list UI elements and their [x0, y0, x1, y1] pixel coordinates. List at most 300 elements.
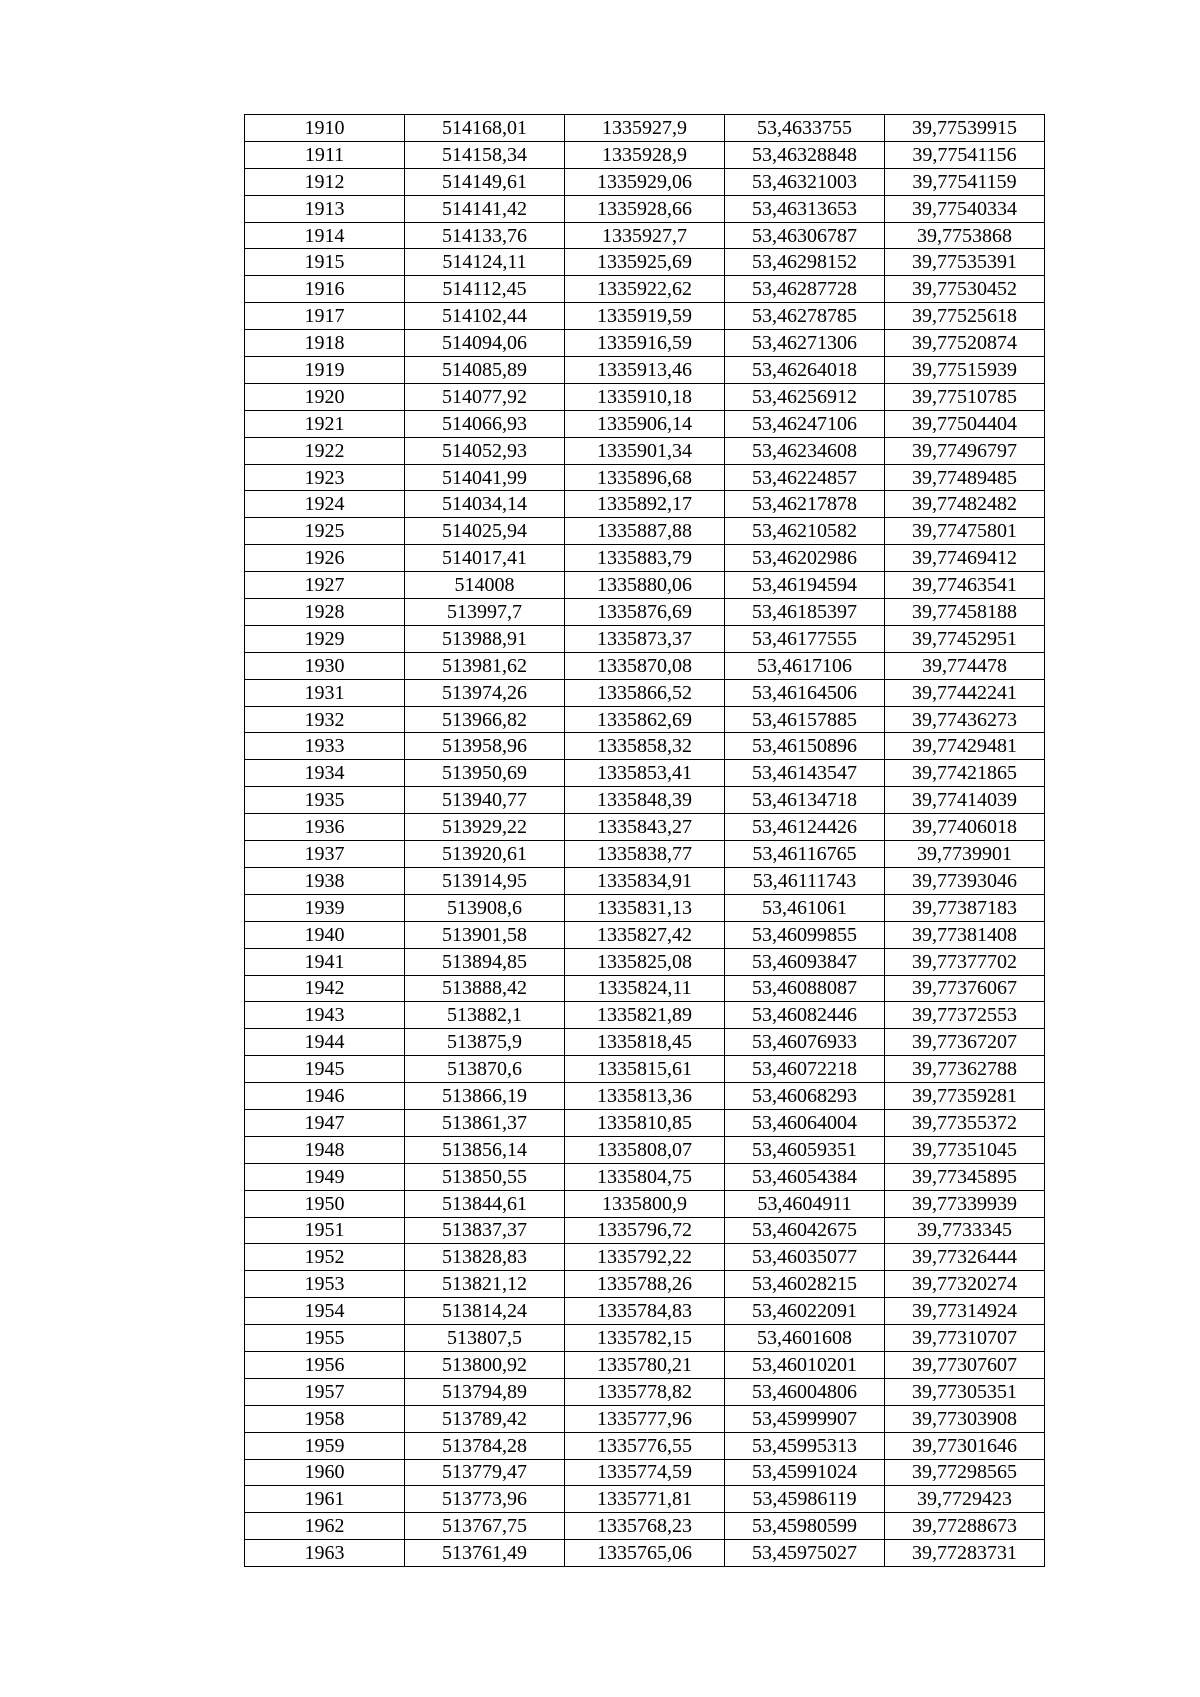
- x-coordinate-cell: 513856,14: [405, 1136, 565, 1163]
- y-coordinate-cell: 1335821,89: [565, 1002, 725, 1029]
- latitude-cell: 53,46134718: [725, 787, 885, 814]
- table-row: [245, 357, 1045, 384]
- y-coordinate-cell: 1335916,59: [565, 330, 725, 357]
- table-row: [245, 599, 1045, 626]
- y-coordinate-cell: 1335896,68: [565, 464, 725, 491]
- table-row: [245, 1217, 1045, 1244]
- x-coordinate-cell: 513929,22: [405, 814, 565, 841]
- y-coordinate-cell: 1335866,52: [565, 679, 725, 706]
- x-coordinate-cell: 513866,19: [405, 1083, 565, 1110]
- y-coordinate-cell: 1335818,45: [565, 1029, 725, 1056]
- table-row: [245, 1056, 1045, 1083]
- longitude-cell: 39,77339939: [885, 1190, 1045, 1217]
- y-coordinate-cell: 1335796,72: [565, 1217, 725, 1244]
- latitude-cell: 53,46028215: [725, 1271, 885, 1298]
- longitude-cell: 39,77496797: [885, 437, 1045, 464]
- y-coordinate-cell: 1335848,39: [565, 787, 725, 814]
- y-coordinate-cell: 1335913,46: [565, 357, 725, 384]
- longitude-cell: 39,77421865: [885, 760, 1045, 787]
- point-number-cell: 1921: [245, 410, 405, 437]
- point-number-cell: 1957: [245, 1378, 405, 1405]
- longitude-cell: 39,77469412: [885, 545, 1045, 572]
- longitude-cell: 39,77326444: [885, 1244, 1045, 1271]
- y-coordinate-cell: 1335876,69: [565, 599, 725, 626]
- y-coordinate-cell: 1335827,42: [565, 921, 725, 948]
- point-number-cell: 1926: [245, 545, 405, 572]
- latitude-cell: 53,46068293: [725, 1083, 885, 1110]
- table-row: [245, 195, 1045, 222]
- point-number-cell: 1951: [245, 1217, 405, 1244]
- x-coordinate-cell: 513870,6: [405, 1056, 565, 1083]
- x-coordinate-cell: 514112,45: [405, 276, 565, 303]
- y-coordinate-cell: 1335834,91: [565, 867, 725, 894]
- point-number-cell: 1912: [245, 168, 405, 195]
- point-number-cell: 1933: [245, 733, 405, 760]
- point-number-cell: 1932: [245, 706, 405, 733]
- longitude-cell: 39,77314924: [885, 1298, 1045, 1325]
- latitude-cell: 53,46224857: [725, 464, 885, 491]
- table-row: [245, 1540, 1045, 1567]
- x-coordinate-cell: 513958,96: [405, 733, 565, 760]
- x-coordinate-cell: 514066,93: [405, 410, 565, 437]
- x-coordinate-cell: 514008: [405, 572, 565, 599]
- table-row: [245, 410, 1045, 437]
- table-row: [245, 787, 1045, 814]
- x-coordinate-cell: 513767,75: [405, 1513, 565, 1540]
- latitude-cell: 53,4633755: [725, 115, 885, 142]
- longitude-cell: 39,7729423: [885, 1486, 1045, 1513]
- y-coordinate-cell: 1335901,34: [565, 437, 725, 464]
- y-coordinate-cell: 1335929,06: [565, 168, 725, 195]
- x-coordinate-cell: 513814,24: [405, 1298, 565, 1325]
- table-row: [245, 303, 1045, 330]
- table-row: [245, 894, 1045, 921]
- point-number-cell: 1953: [245, 1271, 405, 1298]
- table-row: [245, 1190, 1045, 1217]
- x-coordinate-cell: 513974,26: [405, 679, 565, 706]
- point-number-cell: 1962: [245, 1513, 405, 1540]
- point-number-cell: 1954: [245, 1298, 405, 1325]
- table-row: [245, 921, 1045, 948]
- latitude-cell: 53,46064004: [725, 1109, 885, 1136]
- longitude-cell: 39,7733345: [885, 1217, 1045, 1244]
- y-coordinate-cell: 1335782,15: [565, 1325, 725, 1352]
- longitude-cell: 39,77436273: [885, 706, 1045, 733]
- longitude-cell: 39,77530452: [885, 276, 1045, 303]
- y-coordinate-cell: 1335788,26: [565, 1271, 725, 1298]
- point-number-cell: 1934: [245, 760, 405, 787]
- longitude-cell: 39,774478: [885, 652, 1045, 679]
- point-number-cell: 1911: [245, 141, 405, 168]
- x-coordinate-cell: 513807,5: [405, 1325, 565, 1352]
- x-coordinate-cell: 514017,41: [405, 545, 565, 572]
- table-row: [245, 1136, 1045, 1163]
- table-row: [245, 249, 1045, 276]
- point-number-cell: 1910: [245, 115, 405, 142]
- latitude-cell: 53,46010201: [725, 1351, 885, 1378]
- point-number-cell: 1936: [245, 814, 405, 841]
- y-coordinate-cell: 1335928,66: [565, 195, 725, 222]
- table-row: [245, 222, 1045, 249]
- latitude-cell: 53,46264018: [725, 357, 885, 384]
- latitude-cell: 53,46088087: [725, 975, 885, 1002]
- x-coordinate-cell: 513950,69: [405, 760, 565, 787]
- table-row: [245, 760, 1045, 787]
- table-row: [245, 115, 1045, 142]
- table-row: [245, 1351, 1045, 1378]
- latitude-cell: 53,46256912: [725, 383, 885, 410]
- x-coordinate-cell: 514094,06: [405, 330, 565, 357]
- point-number-cell: 1960: [245, 1459, 405, 1486]
- latitude-cell: 53,46313653: [725, 195, 885, 222]
- point-number-cell: 1919: [245, 357, 405, 384]
- x-coordinate-cell: 513940,77: [405, 787, 565, 814]
- latitude-cell: 53,46035077: [725, 1244, 885, 1271]
- table-row: [245, 652, 1045, 679]
- latitude-cell: 53,46328848: [725, 141, 885, 168]
- y-coordinate-cell: 1335880,06: [565, 572, 725, 599]
- point-number-cell: 1915: [245, 249, 405, 276]
- point-number-cell: 1923: [245, 464, 405, 491]
- x-coordinate-cell: 514158,34: [405, 141, 565, 168]
- y-coordinate-cell: 1335824,11: [565, 975, 725, 1002]
- y-coordinate-cell: 1335825,08: [565, 948, 725, 975]
- table-row: [245, 1325, 1045, 1352]
- longitude-cell: 39,77372553: [885, 1002, 1045, 1029]
- x-coordinate-cell: 513789,42: [405, 1405, 565, 1432]
- table-row: [245, 330, 1045, 357]
- x-coordinate-cell: 513850,55: [405, 1163, 565, 1190]
- point-number-cell: 1927: [245, 572, 405, 599]
- point-number-cell: 1920: [245, 383, 405, 410]
- y-coordinate-cell: 1335858,32: [565, 733, 725, 760]
- latitude-cell: 53,46150896: [725, 733, 885, 760]
- longitude-cell: 39,77429481: [885, 733, 1045, 760]
- x-coordinate-cell: 513837,37: [405, 1217, 565, 1244]
- y-coordinate-cell: 1335922,62: [565, 276, 725, 303]
- x-coordinate-cell: 514041,99: [405, 464, 565, 491]
- point-number-cell: 1963: [245, 1540, 405, 1567]
- table-row: [245, 706, 1045, 733]
- longitude-cell: 39,77442241: [885, 679, 1045, 706]
- longitude-cell: 39,77283731: [885, 1540, 1045, 1567]
- latitude-cell: 53,46177555: [725, 625, 885, 652]
- longitude-cell: 39,77367207: [885, 1029, 1045, 1056]
- latitude-cell: 53,46054384: [725, 1163, 885, 1190]
- latitude-cell: 53,46116765: [725, 841, 885, 868]
- table-row: [245, 518, 1045, 545]
- point-number-cell: 1935: [245, 787, 405, 814]
- point-number-cell: 1925: [245, 518, 405, 545]
- table-row: [245, 545, 1045, 572]
- longitude-cell: 39,77406018: [885, 814, 1045, 841]
- longitude-cell: 39,77463541: [885, 572, 1045, 599]
- longitude-cell: 39,77458188: [885, 599, 1045, 626]
- point-number-cell: 1956: [245, 1351, 405, 1378]
- y-coordinate-cell: 1335883,79: [565, 545, 725, 572]
- x-coordinate-cell: 513997,7: [405, 599, 565, 626]
- x-coordinate-cell: 513888,42: [405, 975, 565, 1002]
- y-coordinate-cell: 1335873,37: [565, 625, 725, 652]
- latitude-cell: 53,4617106: [725, 652, 885, 679]
- latitude-cell: 53,46076933: [725, 1029, 885, 1056]
- latitude-cell: 53,46217878: [725, 491, 885, 518]
- table-row: [245, 1163, 1045, 1190]
- y-coordinate-cell: 1335777,96: [565, 1405, 725, 1432]
- coordinates-table: [244, 114, 1045, 1567]
- point-number-cell: 1941: [245, 948, 405, 975]
- table-row: [245, 975, 1045, 1002]
- x-coordinate-cell: 513861,37: [405, 1109, 565, 1136]
- y-coordinate-cell: 1335804,75: [565, 1163, 725, 1190]
- latitude-cell: 53,45995313: [725, 1432, 885, 1459]
- x-coordinate-cell: 513966,82: [405, 706, 565, 733]
- latitude-cell: 53,46298152: [725, 249, 885, 276]
- latitude-cell: 53,46093847: [725, 948, 885, 975]
- x-coordinate-cell: 514149,61: [405, 168, 565, 195]
- coordinates-table-body: [245, 115, 1045, 1567]
- x-coordinate-cell: 513882,1: [405, 1002, 565, 1029]
- longitude-cell: 39,77301646: [885, 1432, 1045, 1459]
- longitude-cell: 39,77307607: [885, 1351, 1045, 1378]
- latitude-cell: 53,46111743: [725, 867, 885, 894]
- table-row: [245, 141, 1045, 168]
- y-coordinate-cell: 1335919,59: [565, 303, 725, 330]
- x-coordinate-cell: 514124,11: [405, 249, 565, 276]
- y-coordinate-cell: 1335831,13: [565, 894, 725, 921]
- point-number-cell: 1958: [245, 1405, 405, 1432]
- longitude-cell: 39,77489485: [885, 464, 1045, 491]
- latitude-cell: 53,46185397: [725, 599, 885, 626]
- longitude-cell: 39,77414039: [885, 787, 1045, 814]
- latitude-cell: 53,46247106: [725, 410, 885, 437]
- longitude-cell: 39,77393046: [885, 867, 1045, 894]
- point-number-cell: 1940: [245, 921, 405, 948]
- table-row: [245, 276, 1045, 303]
- x-coordinate-cell: 513981,62: [405, 652, 565, 679]
- table-row: [245, 464, 1045, 491]
- y-coordinate-cell: 1335808,07: [565, 1136, 725, 1163]
- y-coordinate-cell: 1335774,59: [565, 1459, 725, 1486]
- table-row: [245, 867, 1045, 894]
- latitude-cell: 53,46082446: [725, 1002, 885, 1029]
- point-number-cell: 1939: [245, 894, 405, 921]
- latitude-cell: 53,46194594: [725, 572, 885, 599]
- point-number-cell: 1943: [245, 1002, 405, 1029]
- longitude-cell: 39,77510785: [885, 383, 1045, 410]
- table-row: [245, 1271, 1045, 1298]
- longitude-cell: 39,77535391: [885, 249, 1045, 276]
- latitude-cell: 53,46004806: [725, 1378, 885, 1405]
- table-row: [245, 491, 1045, 518]
- point-number-cell: 1917: [245, 303, 405, 330]
- x-coordinate-cell: 514102,44: [405, 303, 565, 330]
- y-coordinate-cell: 1335784,83: [565, 1298, 725, 1325]
- point-number-cell: 1949: [245, 1163, 405, 1190]
- latitude-cell: 53,46059351: [725, 1136, 885, 1163]
- latitude-cell: 53,46099855: [725, 921, 885, 948]
- y-coordinate-cell: 1335780,21: [565, 1351, 725, 1378]
- y-coordinate-cell: 1335800,9: [565, 1190, 725, 1217]
- table-row: [245, 168, 1045, 195]
- point-number-cell: 1937: [245, 841, 405, 868]
- point-number-cell: 1961: [245, 1486, 405, 1513]
- table-row: [245, 437, 1045, 464]
- latitude-cell: 53,45986119: [725, 1486, 885, 1513]
- x-coordinate-cell: 513821,12: [405, 1271, 565, 1298]
- x-coordinate-cell: 513844,61: [405, 1190, 565, 1217]
- y-coordinate-cell: 1335887,88: [565, 518, 725, 545]
- y-coordinate-cell: 1335771,81: [565, 1486, 725, 1513]
- longitude-cell: 39,77351045: [885, 1136, 1045, 1163]
- point-number-cell: 1929: [245, 625, 405, 652]
- y-coordinate-cell: 1335906,14: [565, 410, 725, 437]
- table-row: [245, 1513, 1045, 1540]
- x-coordinate-cell: 513773,96: [405, 1486, 565, 1513]
- y-coordinate-cell: 1335925,69: [565, 249, 725, 276]
- x-coordinate-cell: 514077,92: [405, 383, 565, 410]
- latitude-cell: 53,45975027: [725, 1540, 885, 1567]
- x-coordinate-cell: 514133,76: [405, 222, 565, 249]
- point-number-cell: 1931: [245, 679, 405, 706]
- longitude-cell: 39,77310707: [885, 1325, 1045, 1352]
- longitude-cell: 39,77288673: [885, 1513, 1045, 1540]
- y-coordinate-cell: 1335768,23: [565, 1513, 725, 1540]
- y-coordinate-cell: 1335843,27: [565, 814, 725, 841]
- x-coordinate-cell: 513779,47: [405, 1459, 565, 1486]
- table-row: [245, 1432, 1045, 1459]
- longitude-cell: 39,77539915: [885, 115, 1045, 142]
- longitude-cell: 39,77303908: [885, 1405, 1045, 1432]
- point-number-cell: 1944: [245, 1029, 405, 1056]
- x-coordinate-cell: 513800,92: [405, 1351, 565, 1378]
- latitude-cell: 53,46072218: [725, 1056, 885, 1083]
- latitude-cell: 53,46124426: [725, 814, 885, 841]
- point-number-cell: 1947: [245, 1109, 405, 1136]
- latitude-cell: 53,46306787: [725, 222, 885, 249]
- latitude-cell: 53,46143547: [725, 760, 885, 787]
- table-row: [245, 572, 1045, 599]
- y-coordinate-cell: 1335927,9: [565, 115, 725, 142]
- point-number-cell: 1952: [245, 1244, 405, 1271]
- longitude-cell: 39,77362788: [885, 1056, 1045, 1083]
- table-row: [245, 1378, 1045, 1405]
- latitude-cell: 53,461061: [725, 894, 885, 921]
- x-coordinate-cell: 513794,89: [405, 1378, 565, 1405]
- latitude-cell: 53,46234608: [725, 437, 885, 464]
- table-row: [245, 1083, 1045, 1110]
- latitude-cell: 53,46321003: [725, 168, 885, 195]
- point-number-cell: 1928: [245, 599, 405, 626]
- y-coordinate-cell: 1335892,17: [565, 491, 725, 518]
- x-coordinate-cell: 514052,93: [405, 437, 565, 464]
- table-row: [245, 679, 1045, 706]
- longitude-cell: 39,77452951: [885, 625, 1045, 652]
- x-coordinate-cell: 514025,94: [405, 518, 565, 545]
- y-coordinate-cell: 1335792,22: [565, 1244, 725, 1271]
- longitude-cell: 39,77525618: [885, 303, 1045, 330]
- x-coordinate-cell: 513784,28: [405, 1432, 565, 1459]
- x-coordinate-cell: 513875,9: [405, 1029, 565, 1056]
- longitude-cell: 39,77359281: [885, 1083, 1045, 1110]
- table-row: [245, 1486, 1045, 1513]
- longitude-cell: 39,7739901: [885, 841, 1045, 868]
- table-row: [245, 1405, 1045, 1432]
- longitude-cell: 39,77298565: [885, 1459, 1045, 1486]
- y-coordinate-cell: 1335778,82: [565, 1378, 725, 1405]
- point-number-cell: 1913: [245, 195, 405, 222]
- latitude-cell: 53,46042675: [725, 1217, 885, 1244]
- table-row: [245, 1109, 1045, 1136]
- x-coordinate-cell: 513914,95: [405, 867, 565, 894]
- x-coordinate-cell: 513920,61: [405, 841, 565, 868]
- x-coordinate-cell: 513761,49: [405, 1540, 565, 1567]
- latitude-cell: 53,4601608: [725, 1325, 885, 1352]
- x-coordinate-cell: 514168,01: [405, 115, 565, 142]
- x-coordinate-cell: 514141,42: [405, 195, 565, 222]
- latitude-cell: 53,46271306: [725, 330, 885, 357]
- y-coordinate-cell: 1335838,77: [565, 841, 725, 868]
- latitude-cell: 53,46202986: [725, 545, 885, 572]
- y-coordinate-cell: 1335813,36: [565, 1083, 725, 1110]
- x-coordinate-cell: 513901,58: [405, 921, 565, 948]
- latitude-cell: 53,46157885: [725, 706, 885, 733]
- latitude-cell: 53,46210582: [725, 518, 885, 545]
- table-row: [245, 1244, 1045, 1271]
- point-number-cell: 1924: [245, 491, 405, 518]
- latitude-cell: 53,46287728: [725, 276, 885, 303]
- point-number-cell: 1950: [245, 1190, 405, 1217]
- y-coordinate-cell: 1335765,06: [565, 1540, 725, 1567]
- point-number-cell: 1948: [245, 1136, 405, 1163]
- longitude-cell: 39,77520874: [885, 330, 1045, 357]
- x-coordinate-cell: 513828,83: [405, 1244, 565, 1271]
- longitude-cell: 39,7753868: [885, 222, 1045, 249]
- table-row: [245, 625, 1045, 652]
- longitude-cell: 39,77376067: [885, 975, 1045, 1002]
- point-number-cell: 1946: [245, 1083, 405, 1110]
- table-row: [245, 733, 1045, 760]
- longitude-cell: 39,77387183: [885, 894, 1045, 921]
- latitude-cell: 53,4604911: [725, 1190, 885, 1217]
- longitude-cell: 39,77541156: [885, 141, 1045, 168]
- longitude-cell: 39,77377702: [885, 948, 1045, 975]
- table-row: [245, 1002, 1045, 1029]
- point-number-cell: 1922: [245, 437, 405, 464]
- latitude-cell: 53,46164506: [725, 679, 885, 706]
- y-coordinate-cell: 1335928,9: [565, 141, 725, 168]
- point-number-cell: 1914: [245, 222, 405, 249]
- y-coordinate-cell: 1335862,69: [565, 706, 725, 733]
- point-number-cell: 1916: [245, 276, 405, 303]
- table-row: [245, 841, 1045, 868]
- point-number-cell: 1938: [245, 867, 405, 894]
- longitude-cell: 39,77345895: [885, 1163, 1045, 1190]
- y-coordinate-cell: 1335870,08: [565, 652, 725, 679]
- table-row: [245, 948, 1045, 975]
- latitude-cell: 53,45999907: [725, 1405, 885, 1432]
- table-row: [245, 1029, 1045, 1056]
- longitude-cell: 39,77540334: [885, 195, 1045, 222]
- latitude-cell: 53,46278785: [725, 303, 885, 330]
- longitude-cell: 39,77305351: [885, 1378, 1045, 1405]
- longitude-cell: 39,77475801: [885, 518, 1045, 545]
- longitude-cell: 39,77515939: [885, 357, 1045, 384]
- longitude-cell: 39,77381408: [885, 921, 1045, 948]
- x-coordinate-cell: 514085,89: [405, 357, 565, 384]
- y-coordinate-cell: 1335910,18: [565, 383, 725, 410]
- x-coordinate-cell: 513894,85: [405, 948, 565, 975]
